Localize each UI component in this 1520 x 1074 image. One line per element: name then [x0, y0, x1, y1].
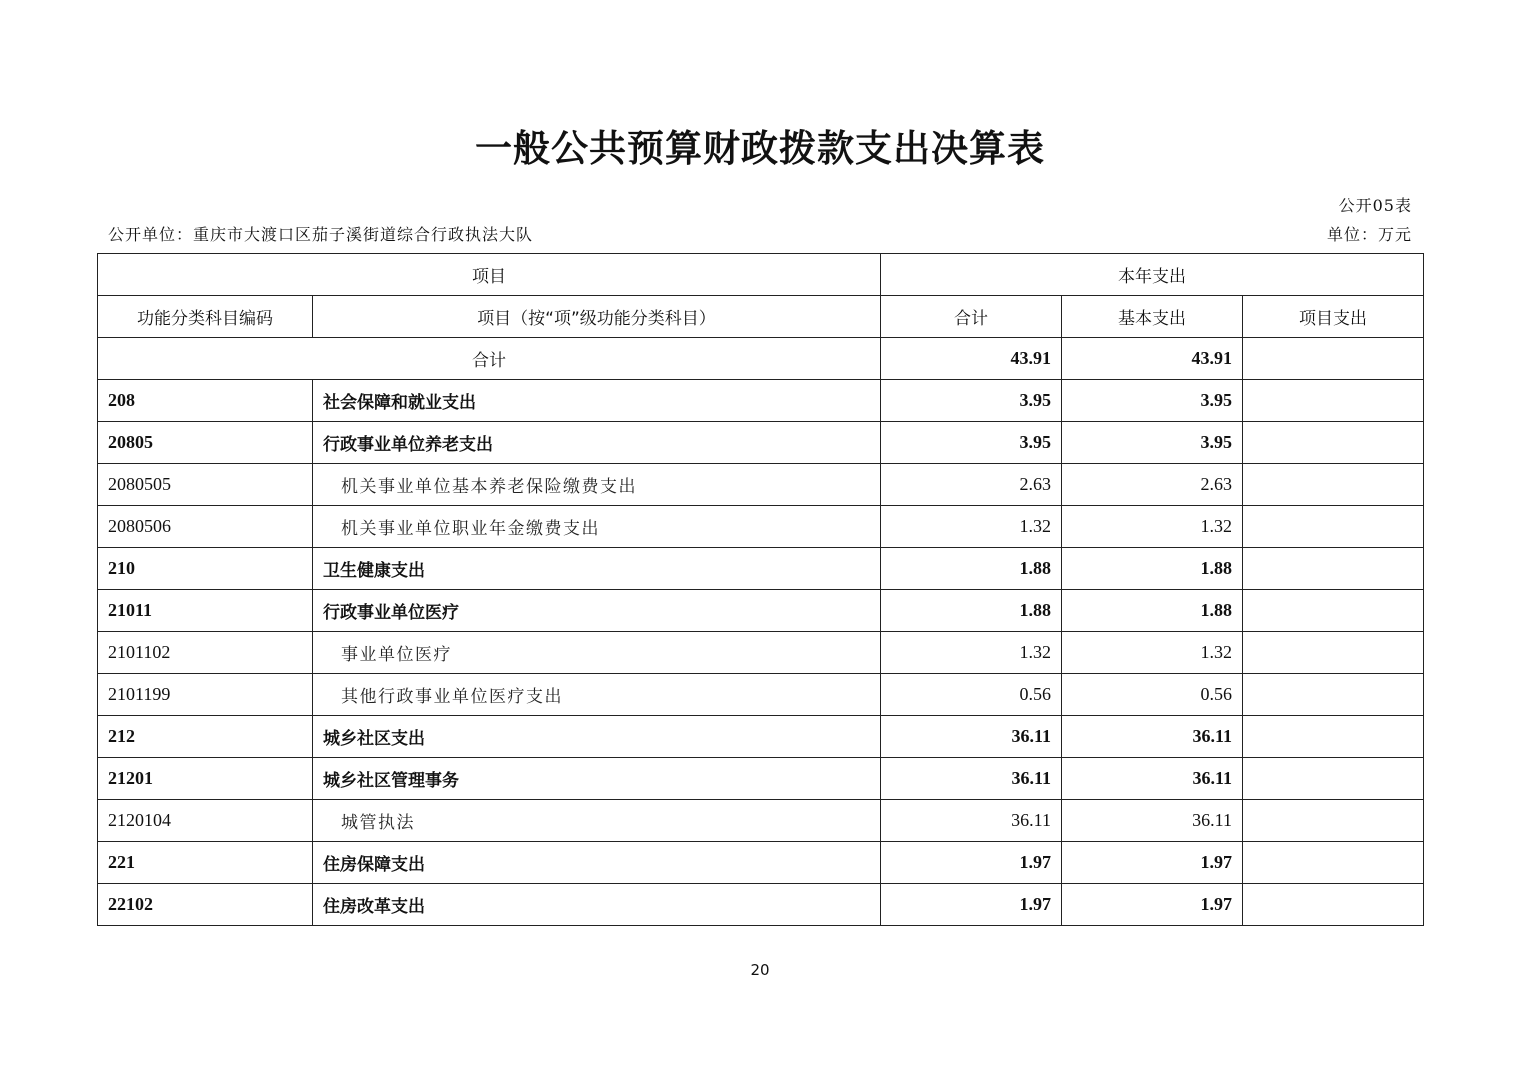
reporting-unit: 公开单位：重庆市大渡口区茄子溪街道综合行政执法大队 — [108, 225, 534, 244]
row-project — [1243, 632, 1424, 674]
table-row — [98, 422, 1424, 464]
row-basic: 1.32 — [1062, 632, 1243, 674]
row-total: 1.97 — [881, 884, 1062, 926]
row-basic: 1.88 — [1062, 590, 1243, 632]
row-total: 36.11 — [881, 716, 1062, 758]
table-row — [98, 590, 1424, 632]
row-code: 2080505 — [98, 464, 313, 506]
row-total: 1.32 — [881, 632, 1062, 674]
table-row — [98, 716, 1424, 758]
row-basic: 36.11 — [1062, 800, 1243, 842]
header-current-year: 本年支出 — [881, 254, 1424, 296]
table-row — [98, 758, 1424, 800]
row-name: 行政事业单位医疗 — [313, 590, 881, 632]
currency-unit: 单位：万元 — [1326, 225, 1412, 244]
row-total: 1.88 — [881, 590, 1062, 632]
row-total: 3.95 — [881, 380, 1062, 422]
header-row-2 — [98, 296, 1424, 338]
row-project — [1243, 548, 1424, 590]
row-name: 卫生健康支出 — [313, 548, 881, 590]
row-code: 221 — [98, 842, 313, 884]
row-code: 212 — [98, 716, 313, 758]
row-code: 22102 — [98, 884, 313, 926]
row-name: 城管执法 — [313, 800, 881, 842]
row-name: 机关事业单位基本养老保险缴费支出 — [313, 464, 881, 506]
row-project — [1243, 464, 1424, 506]
row-project — [1243, 758, 1424, 800]
row-total: 1.32 — [881, 506, 1062, 548]
table-row — [98, 800, 1424, 842]
table-row — [98, 464, 1424, 506]
row-total: 1.88 — [881, 548, 1062, 590]
page-title: 一般公共预算财政拨款支出决算表 — [475, 127, 1045, 170]
row-code: 21011 — [98, 590, 313, 632]
row-basic: 1.32 — [1062, 506, 1243, 548]
row-basic: 36.11 — [1062, 716, 1243, 758]
row-basic: 2.63 — [1062, 464, 1243, 506]
row-name: 机关事业单位职业年金缴费支出 — [313, 506, 881, 548]
row-total: 2.63 — [881, 464, 1062, 506]
row-basic: 1.97 — [1062, 884, 1243, 926]
page-number: 20 — [750, 961, 770, 979]
row-total: 36.11 — [881, 758, 1062, 800]
row-name: 行政事业单位养老支出 — [313, 422, 881, 464]
row-total: 0.56 — [881, 674, 1062, 716]
table-number: 公开05表 — [1338, 196, 1412, 215]
row-name: 住房改革支出 — [313, 884, 881, 926]
row-project — [1243, 506, 1424, 548]
row-code: 210 — [98, 548, 313, 590]
row-basic: 3.95 — [1062, 380, 1243, 422]
row-total: 1.97 — [881, 842, 1062, 884]
row-code: 208 — [98, 380, 313, 422]
row-name: 事业单位医疗 — [313, 632, 881, 674]
header-basic: 基本支出 — [1062, 296, 1243, 338]
total-basic: 43.91 — [1062, 338, 1243, 380]
row-project — [1243, 590, 1424, 632]
header-code: 功能分类科目编码 — [98, 296, 313, 338]
row-basic: 0.56 — [1062, 674, 1243, 716]
table-row — [98, 506, 1424, 548]
total-row — [98, 338, 1424, 380]
header-total: 合计 — [881, 296, 1062, 338]
row-project — [1243, 674, 1424, 716]
row-project — [1243, 380, 1424, 422]
row-basic: 1.88 — [1062, 548, 1243, 590]
table-row — [98, 548, 1424, 590]
row-project — [1243, 800, 1424, 842]
row-code: 20805 — [98, 422, 313, 464]
total-label: 合计 — [98, 338, 881, 380]
row-name: 城乡社区管理事务 — [313, 758, 881, 800]
row-project — [1243, 842, 1424, 884]
table-row — [98, 674, 1424, 716]
row-project — [1243, 422, 1424, 464]
row-code: 2080506 — [98, 506, 313, 548]
table-row — [98, 632, 1424, 674]
total-amount: 43.91 — [881, 338, 1062, 380]
header-row-1 — [98, 254, 1424, 296]
row-basic: 3.95 — [1062, 422, 1243, 464]
header-project: 项目 — [98, 254, 881, 296]
row-code: 21201 — [98, 758, 313, 800]
row-total: 3.95 — [881, 422, 1062, 464]
row-code: 2101102 — [98, 632, 313, 674]
row-basic: 36.11 — [1062, 758, 1243, 800]
row-name: 城乡社区支出 — [313, 716, 881, 758]
row-code: 2120104 — [98, 800, 313, 842]
row-name: 其他行政事业单位医疗支出 — [313, 674, 881, 716]
table-row — [98, 884, 1424, 926]
table-row — [98, 380, 1424, 422]
header-name: 项目（按“项”级功能分类科目） — [313, 296, 881, 338]
row-name: 住房保障支出 — [313, 842, 881, 884]
row-total: 36.11 — [881, 800, 1062, 842]
row-code: 2101199 — [98, 674, 313, 716]
row-basic: 1.97 — [1062, 842, 1243, 884]
expenditure-table — [97, 253, 1424, 926]
row-project — [1243, 716, 1424, 758]
table-row — [98, 842, 1424, 884]
total-project — [1243, 338, 1424, 380]
row-name: 社会保障和就业支出 — [313, 380, 881, 422]
header-project-exp: 项目支出 — [1243, 296, 1424, 338]
row-project — [1243, 884, 1424, 926]
